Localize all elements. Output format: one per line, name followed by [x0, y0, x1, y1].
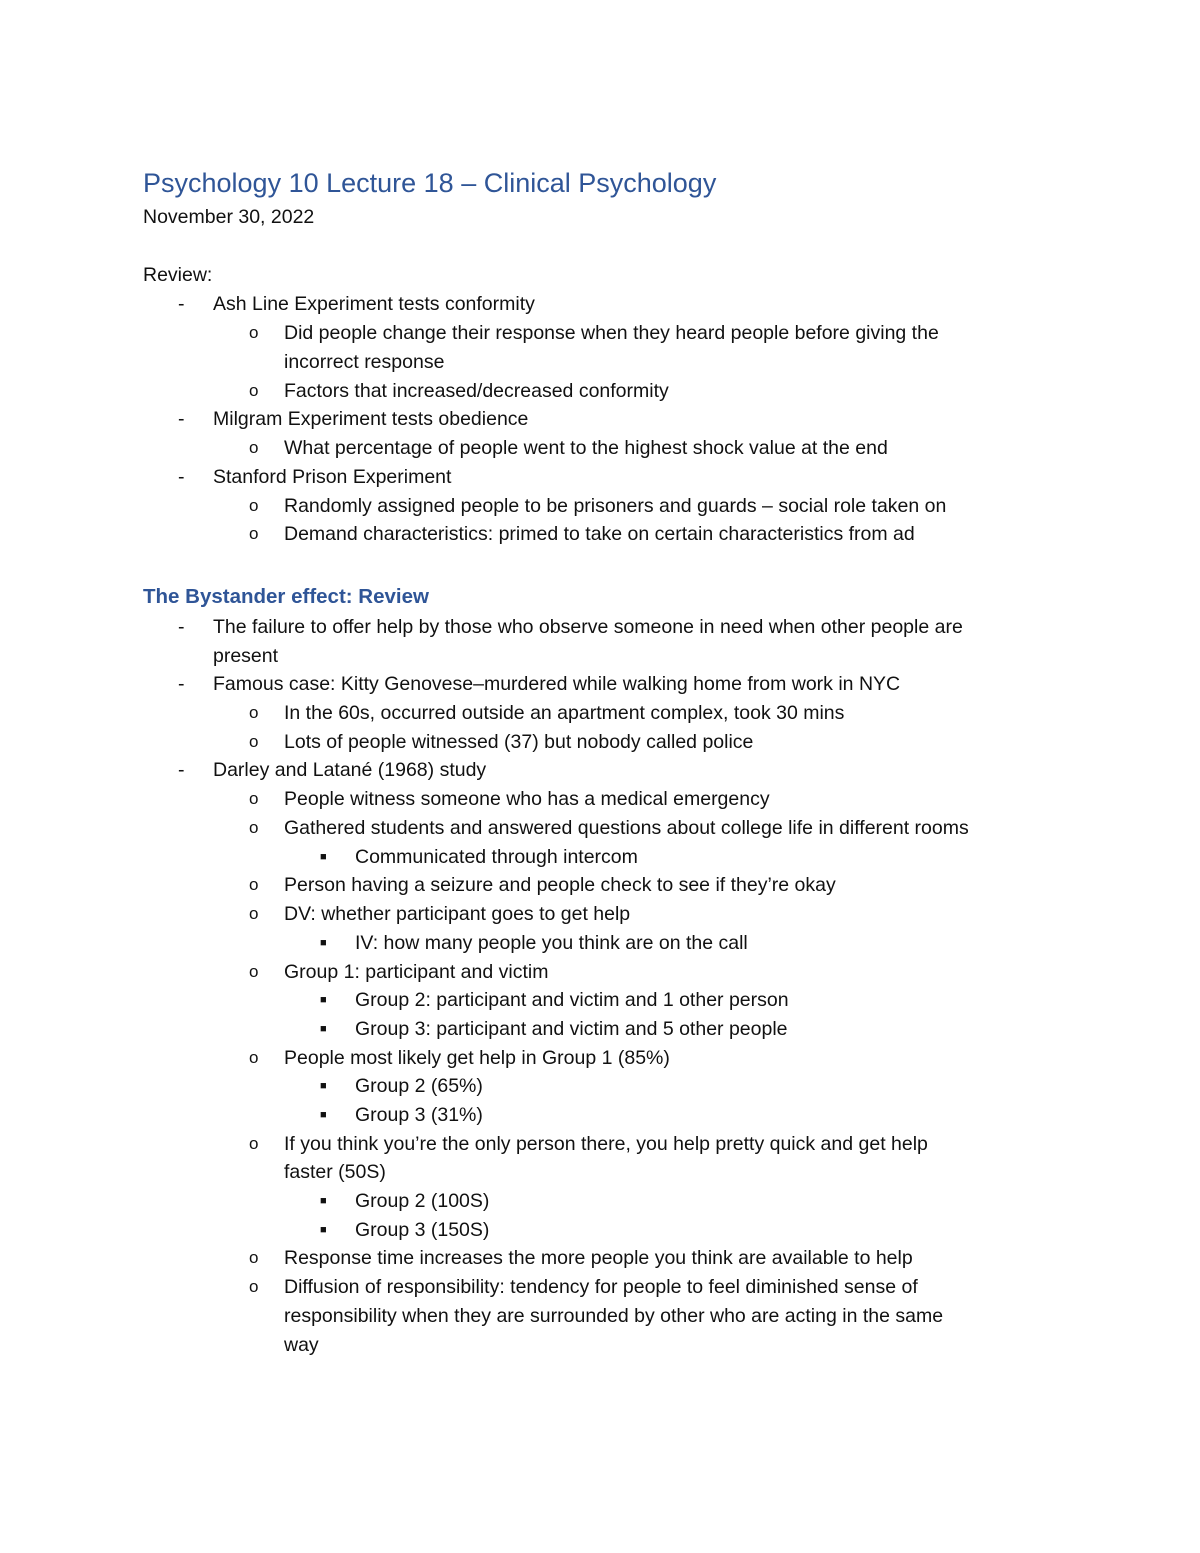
- circle-bullet-icon: o: [249, 524, 259, 543]
- dash-bullet-icon: -: [178, 408, 185, 430]
- circle-bullet-icon: o: [249, 904, 259, 923]
- circle-bullet-icon: o: [249, 818, 259, 837]
- review-label: Review:: [143, 264, 213, 286]
- circle-bullet-icon: o: [249, 381, 259, 400]
- list-item: IV: how many people you think are on the call: [355, 932, 748, 954]
- circle-bullet-icon: o: [249, 1134, 259, 1153]
- list-item: Milgram Experiment tests obedience: [213, 408, 529, 430]
- circle-bullet-icon: o: [249, 962, 259, 981]
- list-item: Group 3 (31%): [355, 1104, 483, 1126]
- list-item: Communicated through intercom: [355, 846, 638, 868]
- square-bullet-icon: ■: [320, 1195, 327, 1207]
- dash-bullet-icon: -: [178, 673, 185, 695]
- list-item: Stanford Prison Experiment: [213, 466, 452, 488]
- list-item: Group 2 (100S): [355, 1190, 490, 1212]
- circle-bullet-icon: o: [249, 1048, 259, 1067]
- list-item: present: [213, 645, 279, 667]
- circle-bullet-icon: o: [249, 875, 259, 894]
- list-item: Randomly assigned people to be prisoners and guards – social role taken on: [284, 495, 947, 517]
- list-item: incorrect response: [284, 351, 445, 373]
- list-item: faster (50S): [284, 1161, 386, 1183]
- list-item: Did people change their response when they heard people before giving the: [284, 322, 939, 344]
- circle-bullet-icon: o: [249, 789, 259, 808]
- list-item: Group 3 (150S): [355, 1219, 490, 1241]
- square-bullet-icon: ■: [320, 994, 327, 1006]
- circle-bullet-icon: o: [249, 1248, 259, 1267]
- list-item: DV: whether participant goes to get help: [284, 903, 631, 925]
- list-item: What percentage of people went to the highest shock value at the end: [284, 437, 888, 459]
- list-item: Famous case: Kitty Genovese–murdered while walking home from work in NYC: [213, 673, 901, 695]
- square-bullet-icon: ■: [320, 1023, 327, 1035]
- list-item: The failure to offer help by those who observe someone in need when other people are: [213, 616, 963, 638]
- bystander-heading: The Bystander effect: Review: [143, 585, 429, 608]
- list-item: Person having a seizure and people check to see if they’re okay: [284, 874, 836, 896]
- square-bullet-icon: ■: [320, 1109, 327, 1121]
- circle-bullet-icon: o: [249, 703, 259, 722]
- document-title: Psychology 10 Lecture 18 – Clinical Psychology: [143, 168, 717, 198]
- list-item: Group 3: participant and victim and 5 other people: [355, 1018, 788, 1040]
- list-item: Gathered students and answered questions about college life in different rooms: [284, 817, 969, 839]
- list-item: If you think you’re the only person there, you help pretty quick and get help: [284, 1133, 928, 1155]
- list-item: In the 60s, occurred outside an apartment complex, took 30 mins: [284, 702, 845, 724]
- list-item: People witness someone who has a medical emergency: [284, 788, 770, 810]
- square-bullet-icon: ■: [320, 851, 327, 863]
- list-item: way: [284, 1334, 319, 1356]
- list-item: Factors that increased/decreased conformity: [284, 380, 669, 402]
- list-item: responsibility when they are surrounded by other who are acting in the same: [284, 1305, 944, 1327]
- list-item: Ash Line Experiment tests conformity: [213, 293, 535, 315]
- circle-bullet-icon: o: [249, 732, 259, 751]
- dash-bullet-icon: -: [178, 759, 185, 781]
- circle-bullet-icon: o: [249, 323, 259, 342]
- list-item: Response time increases the more people you think are available to help: [284, 1247, 913, 1269]
- dash-bullet-icon: -: [178, 616, 185, 638]
- dash-bullet-icon: -: [178, 466, 185, 488]
- list-item: Darley and Latané (1968) study: [213, 759, 487, 781]
- dash-bullet-icon: -: [178, 293, 185, 315]
- square-bullet-icon: ■: [320, 937, 327, 949]
- list-item: Lots of people witnessed (37) but nobody called police: [284, 731, 754, 753]
- square-bullet-icon: ■: [320, 1224, 327, 1236]
- list-item: Group 1: participant and victim: [284, 961, 549, 983]
- list-item: Group 2 (65%): [355, 1075, 483, 1097]
- list-item: Diffusion of responsibility: tendency for people to feel diminished sense of: [284, 1276, 918, 1298]
- circle-bullet-icon: o: [249, 496, 259, 515]
- square-bullet-icon: ■: [320, 1080, 327, 1092]
- list-item: People most likely get help in Group 1 (85%): [284, 1047, 670, 1069]
- list-item: Demand characteristics: primed to take on certain characteristics from ad: [284, 523, 915, 545]
- document-date: November 30, 2022: [143, 206, 315, 228]
- list-item: Group 2: participant and victim and 1 other person: [355, 989, 789, 1011]
- circle-bullet-icon: o: [249, 438, 259, 457]
- circle-bullet-icon: o: [249, 1277, 259, 1296]
